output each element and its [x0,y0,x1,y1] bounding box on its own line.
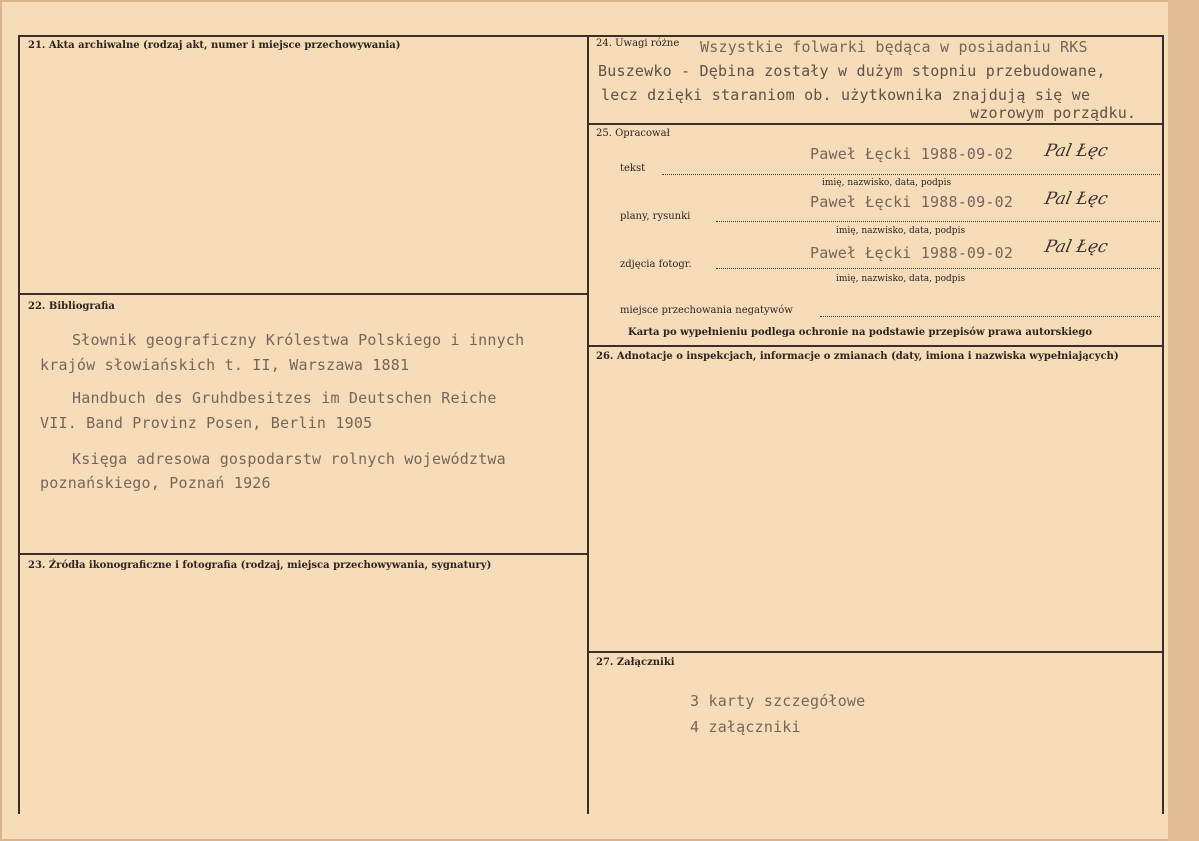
bibliography-line-5: Księga adresowa gospodarstw rolnych województwa [72,450,506,468]
field-plany-caption: imię, nazwisko, data, podpis [836,226,966,236]
divider-24-25 [587,123,1164,125]
divider-25-26 [587,345,1164,347]
remarks-line-3: lecz dzięki staraniom ob. użytkownika znajdują się we [601,86,1091,104]
frame-top [18,35,1164,37]
divider-22-23 [18,553,589,555]
field-zdjecia-value: Paweł Łęcki 1988-09-02 [810,244,1014,262]
card-edge [1168,0,1199,841]
copyright-note: Karta po wypełnieniu podlega ochronie na podstawie przepisów prawa autorskiego [628,327,1093,338]
field-plany-line [716,221,1160,222]
field-plany-label: plany, rysunki [620,211,691,222]
negatives-label: miejsce przechowania negatywów [620,305,793,316]
field-tekst-value: Paweł Łęcki 1988-09-02 [810,145,1014,163]
divider-21-22 [18,293,589,295]
section-27-label: 27. Załączniki [596,657,675,668]
remarks-line-2: Buszewko - Dębina zostały w dużym stopniu przebudowane, [598,62,1106,80]
section-23-label: 23. Źródła ikonograficzne i fotografia (rodzaj, miejsca przechowywania, sygnatury) [28,560,492,571]
negatives-line [820,316,1160,317]
section-25-label: 25. Opracował [596,128,670,139]
bibliography-line-2: krajów słowiańskich t. II, Warszawa 1881 [40,356,410,374]
section-24-label: 24. Uwagi różne [596,38,680,49]
field-plany-value: Paweł Łęcki 1988-09-02 [810,193,1014,211]
field-plany-signature: Pal Łęc [1042,189,1110,209]
field-zdjecia-caption: imię, nazwisko, data, podpis [836,274,966,284]
field-zdjecia-signature: Pal Łęc [1042,237,1110,257]
attachments-line-2: 4 załączniki [690,718,801,736]
section-21-label: 21. Akta archiwalne (rodzaj akt, numer i miejsce przechowywania) [28,40,401,51]
divider-26-27 [587,651,1164,653]
field-tekst-label: tekst [620,163,646,174]
center-divider [587,35,589,814]
bibliography-line-6: poznańskiego, Poznań 1926 [40,474,271,492]
section-26-label: 26. Adnotacje o inspekcjach, informacje o zmianach (daty, imiona i nazwiska wypełniających) [596,351,1119,362]
frame-right [1162,35,1164,814]
remarks-line-4: wzorowym porządku. [970,104,1137,122]
field-zdjecia-line [716,268,1160,269]
bibliography-line-1: Słownik geograficzny Królestwa Polskiego i innych [72,331,525,349]
attachments-line-1: 3 karty szczegółowe [690,692,866,710]
frame-left [18,35,20,814]
bibliography-line-4: VII. Band Provinz Posen, Berlin 1905 [40,414,373,432]
section-22-label: 22. Bibliografia [28,301,115,312]
field-zdjecia-label: zdjęcia fotogr. [620,259,692,270]
field-tekst-signature: Pal Łęc [1042,141,1110,161]
field-tekst-line [662,174,1160,175]
remarks-line-1: Wszystkie folwarki będąca w posiadaniu RKS [700,38,1088,56]
field-tekst-caption: imię, nazwisko, data, podpis [822,178,952,188]
bibliography-line-3: Handbuch des Gruhdbesitzes im Deutschen Reiche [72,389,497,407]
